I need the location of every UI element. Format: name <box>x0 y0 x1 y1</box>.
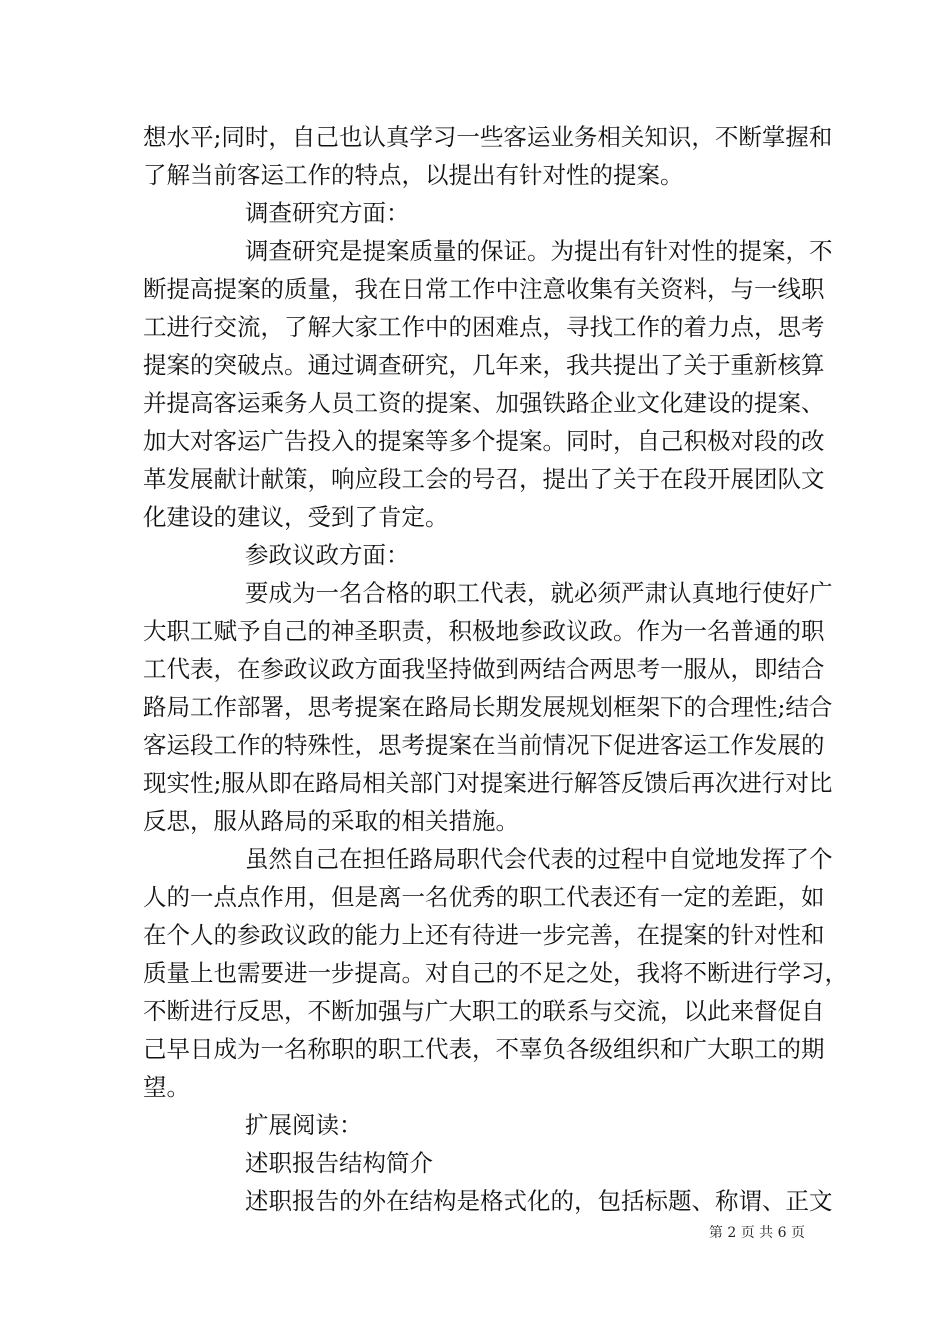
text-line: 想水平;同时，自己也认真学习一些客运业务相关知识，不断掌握和 <box>143 123 833 151</box>
text-line: 要成为一名合格的职工代表，就必须严肃认真地行使好广 <box>245 579 833 607</box>
text-line: 人的一点点作用，但是离一名优秀的职工代表还有一定的差距，如 <box>143 883 825 911</box>
text-line: 反思，服从路局的采取的相关措施。 <box>143 807 519 835</box>
text-line: 大职工赋予自己的神圣职责，积极地参政议政。作为一名普通的职 <box>143 617 825 645</box>
text-line: 现实性;服从即在路局相关部门对提案进行解答反馈后再次进行对比 <box>143 769 833 797</box>
text-line: 工进行交流，了解大家工作中的困难点，寻找工作的着力点，思考 <box>143 313 825 341</box>
page-number: 第 2 页 共 6 页 <box>708 1225 805 1241</box>
text-line: 路局工作部署，思考提案在路局长期发展规划框架下的合理性;结合 <box>143 693 833 721</box>
text-line: 虽然自己在担任路局职代会代表的过程中自觉地发挥了个 <box>245 845 833 873</box>
section-heading: 参政议政方面： <box>245 541 410 569</box>
text-line: 己早日成为一名称职的职工代表，不辜负各级组织和广大职工的期 <box>143 1035 825 1063</box>
text-line: 提案的突破点。通过调查研究，几年来，我共提出了关于重新核算 <box>143 351 825 379</box>
text-line: 革发展献计献策，响应段工会的号召，提出了关于在段开展团队文 <box>143 465 825 493</box>
text-line: 在个人的参政议政的能力上还有待进一步完善，在提案的针对性和 <box>143 921 825 949</box>
text-line: 望。 <box>143 1073 190 1101</box>
section-heading: 扩展阅读： <box>245 1111 363 1139</box>
text-line: 断提高提案的质量，我在日常工作中注意收集有关资料，与一线职 <box>143 275 825 303</box>
text-line: 加大对客运广告投入的提案等多个提案。同时，自己积极对段的改 <box>143 427 825 455</box>
section-heading: 述职报告结构简介 <box>245 1149 433 1177</box>
text-line: 化建设的建议，受到了肯定。 <box>143 503 449 531</box>
text-line: 不断进行反思，不断加强与广大职工的联系与交流，以此来督促自 <box>143 997 825 1025</box>
text-line: 工代表，在参政议政方面我坚持做到两结合两思考一服从，即结合 <box>143 655 825 683</box>
text-line: 质量上也需要进一步提高。对自己的不足之处，我将不断进行学习， <box>143 959 848 987</box>
text-line: 了解当前客运工作的特点，以提出有针对性的提案。 <box>143 161 684 189</box>
text-line: 并提高客运乘务人员工资的提案、加强铁路企业文化建设的提案、 <box>143 389 825 417</box>
section-heading: 调查研究方面： <box>245 199 410 227</box>
text-line: 调查研究是提案质量的保证。为提出有针对性的提案，不 <box>245 237 833 265</box>
text-line: 述职报告的外在结构是格式化的，包括标题、称谓、正文 <box>245 1187 833 1215</box>
text-line: 客运段工作的特殊性，思考提案在当前情况下促进客运工作发展的 <box>143 731 825 759</box>
